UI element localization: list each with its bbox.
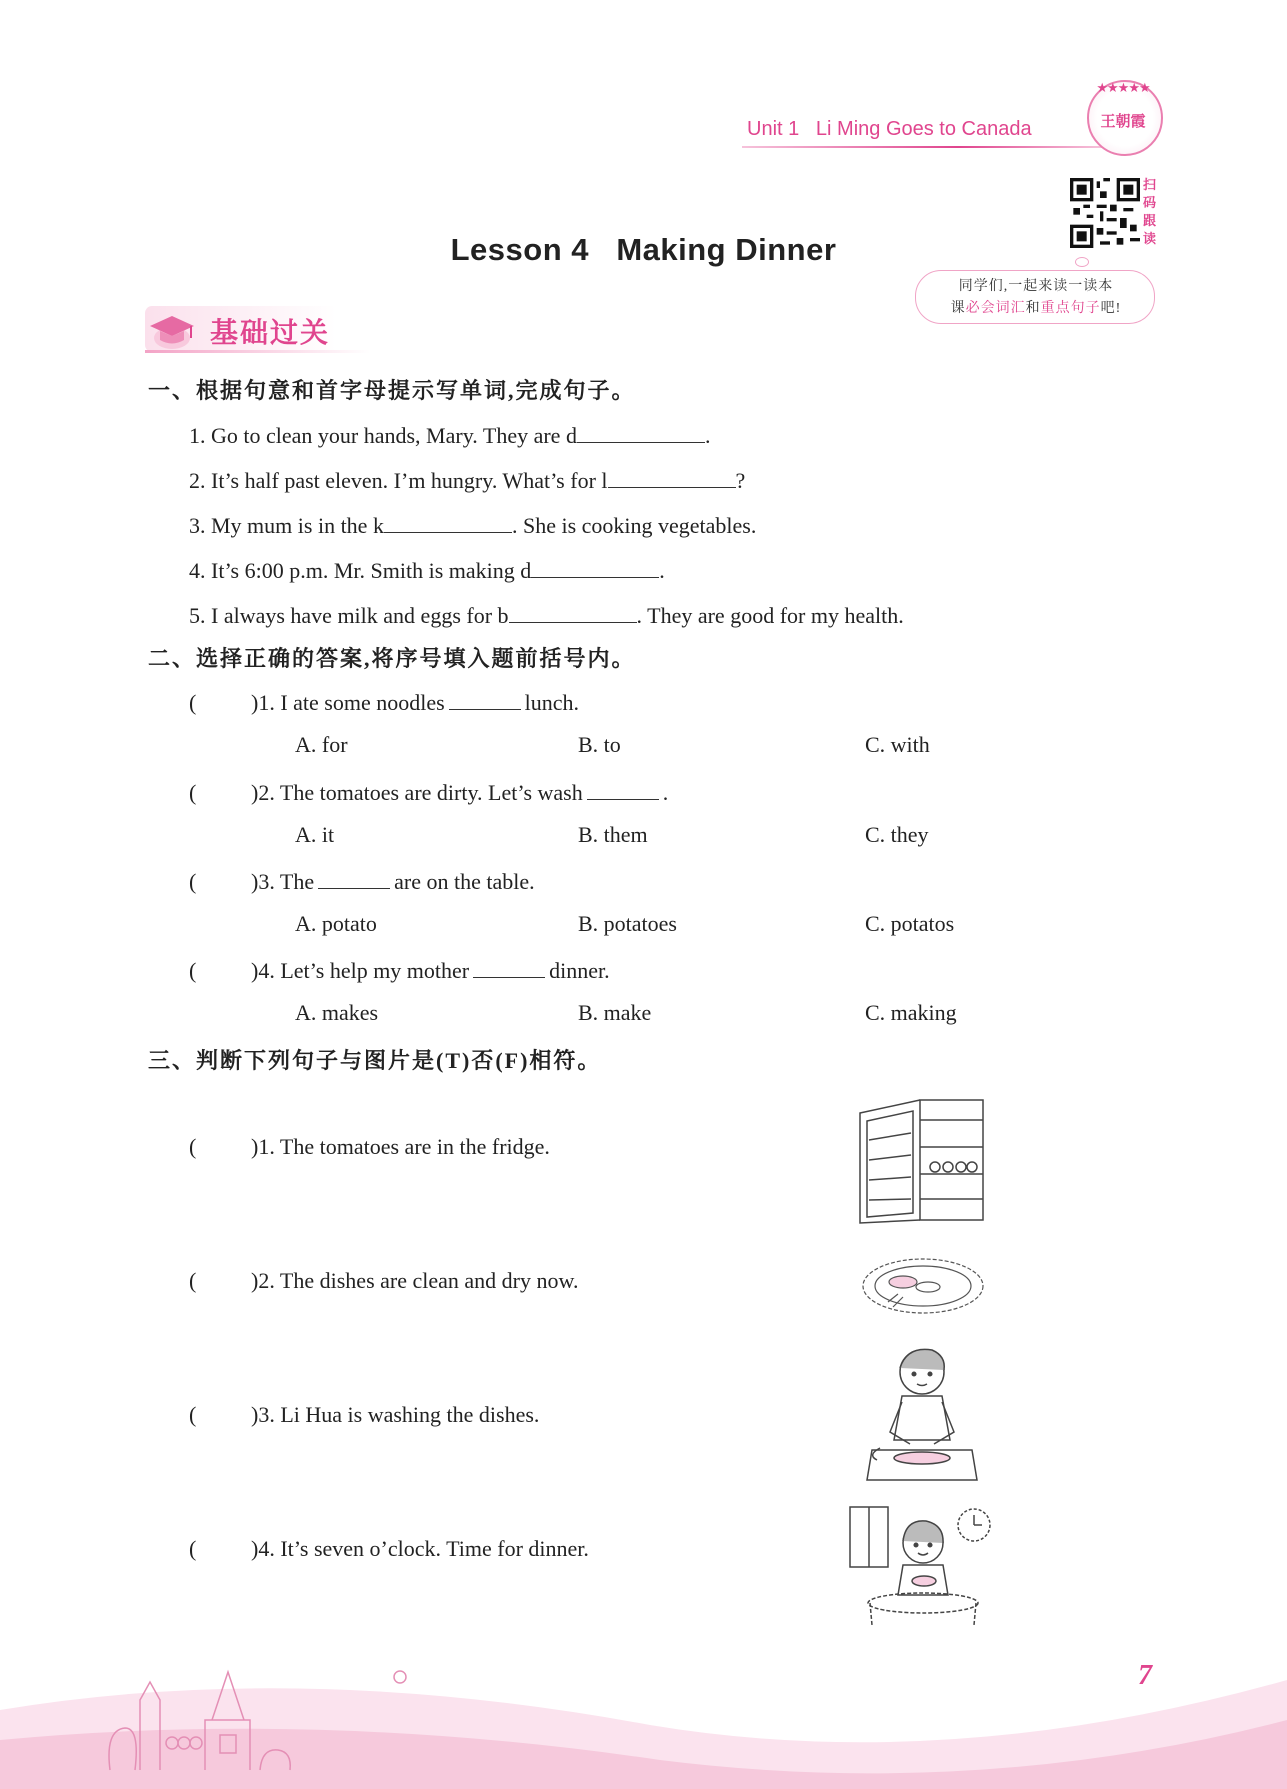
question-text: )3. The (251, 869, 315, 894)
option-a: A. makes (295, 1000, 379, 1025)
option-c: C. they (865, 822, 929, 847)
bubble-text-part: 吧! (1100, 301, 1122, 316)
bubble-highlight-sentences: 重点句子 (1040, 301, 1101, 316)
option-b: B. make (578, 1000, 652, 1025)
plates-image (858, 1252, 988, 1322)
statement-text: )2. The dishes are clean and dry now. (251, 1268, 579, 1293)
answer-paren[interactable]: ( (189, 780, 197, 805)
part2-question-3 (189, 866, 535, 895)
item-text: 1. Go to clean your hands, Mary. They are d (189, 423, 577, 449)
item-text: . (704, 423, 711, 449)
part2-question-1 (189, 687, 579, 716)
answer-blank[interactable] (577, 418, 705, 443)
qr-scan-label: 扫码跟读 (1143, 177, 1157, 246)
part1-item-2 (189, 463, 745, 494)
question-blank (587, 777, 659, 800)
question-text: lunch. (524, 690, 580, 715)
part3-item-2 (189, 1268, 578, 1294)
bubble-tail (1075, 257, 1089, 267)
boy-washing-dishes-image (862, 1340, 982, 1490)
item-text: 3. My mum is in the k (189, 513, 384, 539)
question-blank (449, 687, 521, 710)
part3-item-1 (189, 1134, 550, 1160)
unit-number: Unit 1 (747, 118, 800, 140)
item-text: 5. I always have milk and eggs for b (189, 603, 509, 629)
answer-paren[interactable]: ( (189, 690, 197, 715)
item-text: ? (735, 468, 746, 494)
answer-blank[interactable] (384, 508, 512, 533)
option-b: B. potatoes (578, 911, 677, 936)
unit-title: Li Ming Goes to Canada (815, 118, 1032, 140)
answer-blank[interactable] (509, 598, 637, 623)
option-a: A. potato (295, 911, 377, 936)
question-text: )4. Let’s help my mother (251, 958, 470, 983)
part3-item-4 (189, 1536, 589, 1562)
option-c: C. with (865, 732, 930, 757)
question-text: . (662, 780, 669, 805)
question-text: )1. I ate some noodles (251, 690, 445, 715)
part2-question-4 (189, 955, 610, 984)
unit-header (747, 118, 1032, 141)
answer-paren[interactable]: ( (189, 958, 197, 983)
answer-blank[interactable] (608, 463, 736, 488)
item-text: . She is cooking vegetables. (511, 513, 757, 539)
answer-paren[interactable]: ( (189, 1536, 197, 1561)
badge-stars: ★★★★★ (1096, 80, 1150, 95)
option-c: C. potatos (865, 911, 955, 936)
item-text: . They are good for my health. (636, 603, 904, 629)
item-text: . (659, 558, 665, 584)
brand-logo-text: 王朝霞 (1100, 114, 1146, 130)
statement-text: )4. It’s seven o’clock. Time for dinner. (251, 1536, 589, 1561)
question-text: )2. The tomatoes are dirty. Let’s wash (251, 780, 583, 805)
option-a: A. it (295, 822, 335, 847)
header-divider (742, 146, 1102, 148)
answer-paren[interactable]: ( (189, 1134, 197, 1159)
footer-decoration (0, 1600, 1287, 1789)
bubble-highlight-vocab: 必会词汇 (965, 301, 1026, 316)
bubble-line-1: 同学们,一起来读一读本 (958, 279, 1114, 294)
option-b: B. to (578, 732, 621, 757)
answer-paren[interactable]: ( (189, 1402, 197, 1427)
option-a: A. for (295, 732, 348, 757)
part3-item-3 (189, 1402, 539, 1428)
lesson-title: Lesson 4 Making Dinner (450, 232, 837, 267)
item-text: 2. It’s half past eleven. I’m hungry. What’s for l (189, 468, 608, 494)
statement-text: )3. Li Hua is washing the dishes. (251, 1402, 540, 1427)
statement-text: )1. The tomatoes are in the fridge. (251, 1134, 550, 1159)
part3-heading: 三、判断下列句子与图片是(T)否(F)相符。 (148, 1048, 602, 1073)
fridge-image (855, 1095, 990, 1225)
question-text: are on the table. (394, 869, 535, 894)
answer-blank[interactable] (531, 553, 659, 578)
section-title: 基础过关 (210, 318, 331, 349)
page-number: 7 (1138, 1660, 1152, 1691)
answer-paren[interactable]: ( (189, 869, 197, 894)
part2-question-2 (189, 777, 668, 806)
bubble-text-part: 课 (950, 301, 966, 316)
part1-item-5 (189, 598, 904, 629)
answer-paren[interactable]: ( (189, 1268, 197, 1293)
part1-item-3 (189, 508, 756, 539)
question-blank (318, 866, 390, 889)
question-text: dinner. (549, 958, 610, 983)
bubble-line-2 (925, 298, 1147, 320)
speech-bubble-text (925, 276, 1147, 320)
part1-heading: 一、根据句意和首字母提示写单词,完成句子。 (148, 378, 636, 403)
option-b: B. them (578, 822, 648, 847)
option-c: C. making (865, 1000, 957, 1025)
graduation-cap-icon (147, 310, 197, 352)
question-blank (473, 955, 545, 978)
part1-item-4 (189, 553, 665, 584)
bubble-text-part: 和 (1025, 301, 1041, 316)
item-text: 4. It’s 6:00 p.m. Mr. Smith is making d (189, 558, 532, 584)
part2-heading: 二、选择正确的答案,将序号填入题前括号内。 (148, 646, 636, 671)
part1-item-1 (189, 418, 710, 449)
